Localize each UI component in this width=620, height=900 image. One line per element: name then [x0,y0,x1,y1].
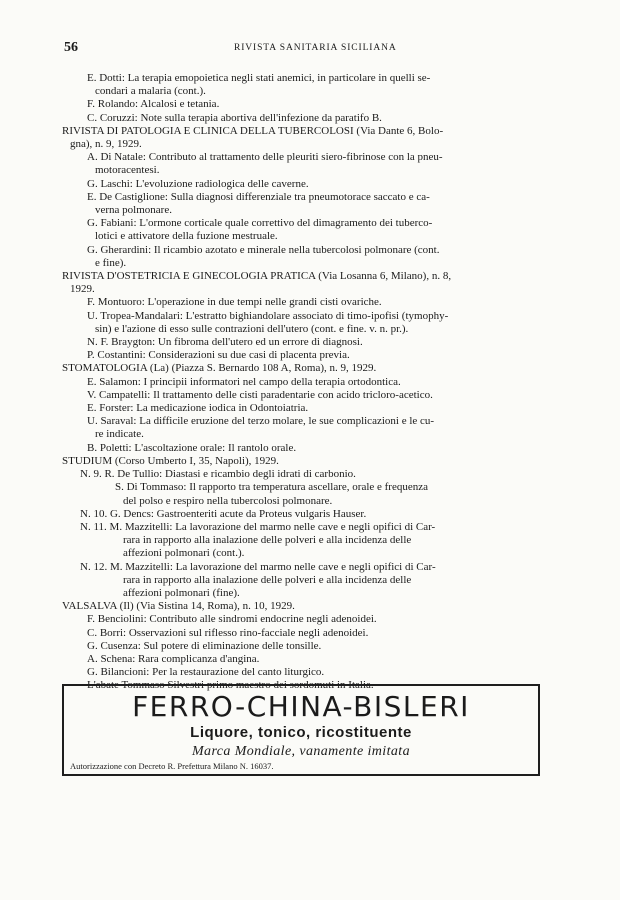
journal-heading: STOMATOLOGIA (La) (Piazza S. Bernardo 108 A, Roma), n. 9, 1929. [62,362,377,375]
entry-line: U. Saraval: La difficile eruzione del terzo molare, le sue complicazioni e le cu- [87,415,435,428]
entry-line: condari a malaria (cont.). [95,85,206,98]
entry-line: G. Laschi: L'evoluzione radiologica delle caverne. [87,177,309,190]
entry-line: rara in rapporto alla inalazione delle polveri e alla incidenza delle [123,573,412,586]
entry-line: G. Cusenza: Sul potere di eliminazione delle tonsille. [87,639,322,652]
entry-line: F. Montuoro: L'operazione in due tempi nelle grandi cisti ovariche. [87,296,382,309]
entry-line: F. Benciolini: Contributo alle sindromi endocrine negli adenoidei. [87,613,377,626]
entry-line: E. Dotti: La terapia emopoietica negli stati anemici, in particolare in quelli se- [87,72,431,84]
ad-tagline: Liquore, tonico, ricostituente [190,724,412,741]
ad-slogan: Marca Mondiale, vanamente imitata [192,744,410,759]
entry-line: affezioni polmonari (fine). [123,586,240,599]
entry-line: G. Bilancioni: Per la restaurazione del canto liturgico. [87,666,325,679]
entry-line: A. Schena: Rara complicanza d'angina. [87,652,260,665]
journal-heading: STUDIUM (Corso Umberto I, 35, Napoli), 1929. [62,454,279,467]
entry-line: E. Salamon: I principii informatori nel campo della terapia ortodontica. [87,375,401,388]
entry-line: lotici e attivatore della fuzione mestruale. [95,230,278,243]
page-header [64,40,542,54]
entry-line: motoracentesi. [95,164,160,177]
entry-line: rara in rapporto alla inalazione delle polveri e alla incidenza delle [123,534,412,547]
ad-authorization: Autorizzazione con Decreto R. Prefettura Milano N. 16037. [70,761,274,771]
entry-line: E. De Castiglione: Sulla diagnosi differenziale tra pneumotorace saccato e ca- [87,190,430,203]
entry-line: N. F. Braygton: Un fibroma dell'utero ed un errore di diagnosi. [87,336,363,349]
journal-heading: VALSALVA (Il) (Via Sistina 14, Roma), n. 10, 1929. [62,600,295,613]
entry-line: S. Di Tommaso: Il rapporto tra temperatura ascellare, orale e frequenza [115,481,429,494]
entry-line: verna polmonare. [95,204,172,217]
entry-line: E. Forster: La medicazione iodica in Odontoiatria. [87,402,309,415]
entry-line: G. Fabiani: L'ormone corticale quale correttivo del dimagramento dei tuberco- [87,217,433,230]
entry-line: del polso e respiro nella tubercolosi polmonare. [123,494,333,507]
entry-line: L'abate Tommaso Silvestri primo maestro dei sordomuti in Italia. [87,679,374,692]
journal-heading: 1929. [70,283,95,296]
entry-line: A. Di Natale: Contributo al trattamento delle pleuriti siero-fibrinose con la pneu- [87,151,443,164]
entry-line: N. 12. M. Mazzitelli: La lavorazione del marmo nelle cave e negli opifici di Car- [80,560,436,573]
advertisement-box [62,684,540,776]
entry-line: P. Costantini: Considerazioni su due casi di placenta previa. [87,349,350,362]
entry-line: F. Rolando: Alcalosi e tetania. [87,98,220,111]
entry-line: C. Borri: Osservazioni sul riflesso rino-facciale negli adenoidei. [87,626,369,639]
entry-line: affezioni polmonari (cont.). [123,547,245,560]
ad-brand-name: FERRO-CHINA-BISLERI [132,690,470,723]
entry-line: V. Campatelli: Il trattamento delle cisti paradentarie con acido tricloro-acetico. [87,388,433,401]
page-number: 56 [64,40,78,55]
entry-line: B. Poletti: L'ascoltazione orale: Il rantolo orale. [87,441,297,454]
entry-line: N. 9. R. De Tullio: Diastasi e ricambio degli idrati di carbonio. [80,468,356,481]
entry-line: C. Coruzzi: Note sulla terapia abortiva dell'infezione da paratifo B. [87,111,382,124]
entry-line: sin) e l'azione di esso sulle contrazioni dell'utero (cont. e fine. v. n. pr.). [95,322,409,335]
entry-line: N. 10. G. Dencs: Gastroenteriti acute da Proteus vulgaris Hauser. [80,507,367,520]
running-title: RIVISTA SANITARIA SICILIANA [234,43,397,53]
bibliography-list [62,72,544,693]
entry-line: N. 11. M. Mazzitelli: La lavorazione del marmo nelle cave e negli opifici di Car- [80,520,436,533]
journal-heading: gna), n. 9, 1929. [70,138,142,151]
entry-line: U. Tropea-Mandalari: L'estratto bighiandolare associato di timo-ipofisi (tymophy- [87,309,449,322]
journal-heading: RIVISTA DI PATOLOGIA E CLINICA DELLA TUBERCOLOSI (Via Dante 6, Bolo- [62,124,444,137]
entry-line: G. Gherardini: Il ricambio azotato e minerale nella tubercolosi polmonare (cont. [87,243,440,256]
entry-line: re indicate. [95,428,144,441]
entry-line: e fine). [95,256,127,269]
journal-heading: RIVISTA D'OSTETRICIA E GINECOLOGIA PRATICA (Via Losanna 6, Milano), n. 8, [62,270,452,283]
